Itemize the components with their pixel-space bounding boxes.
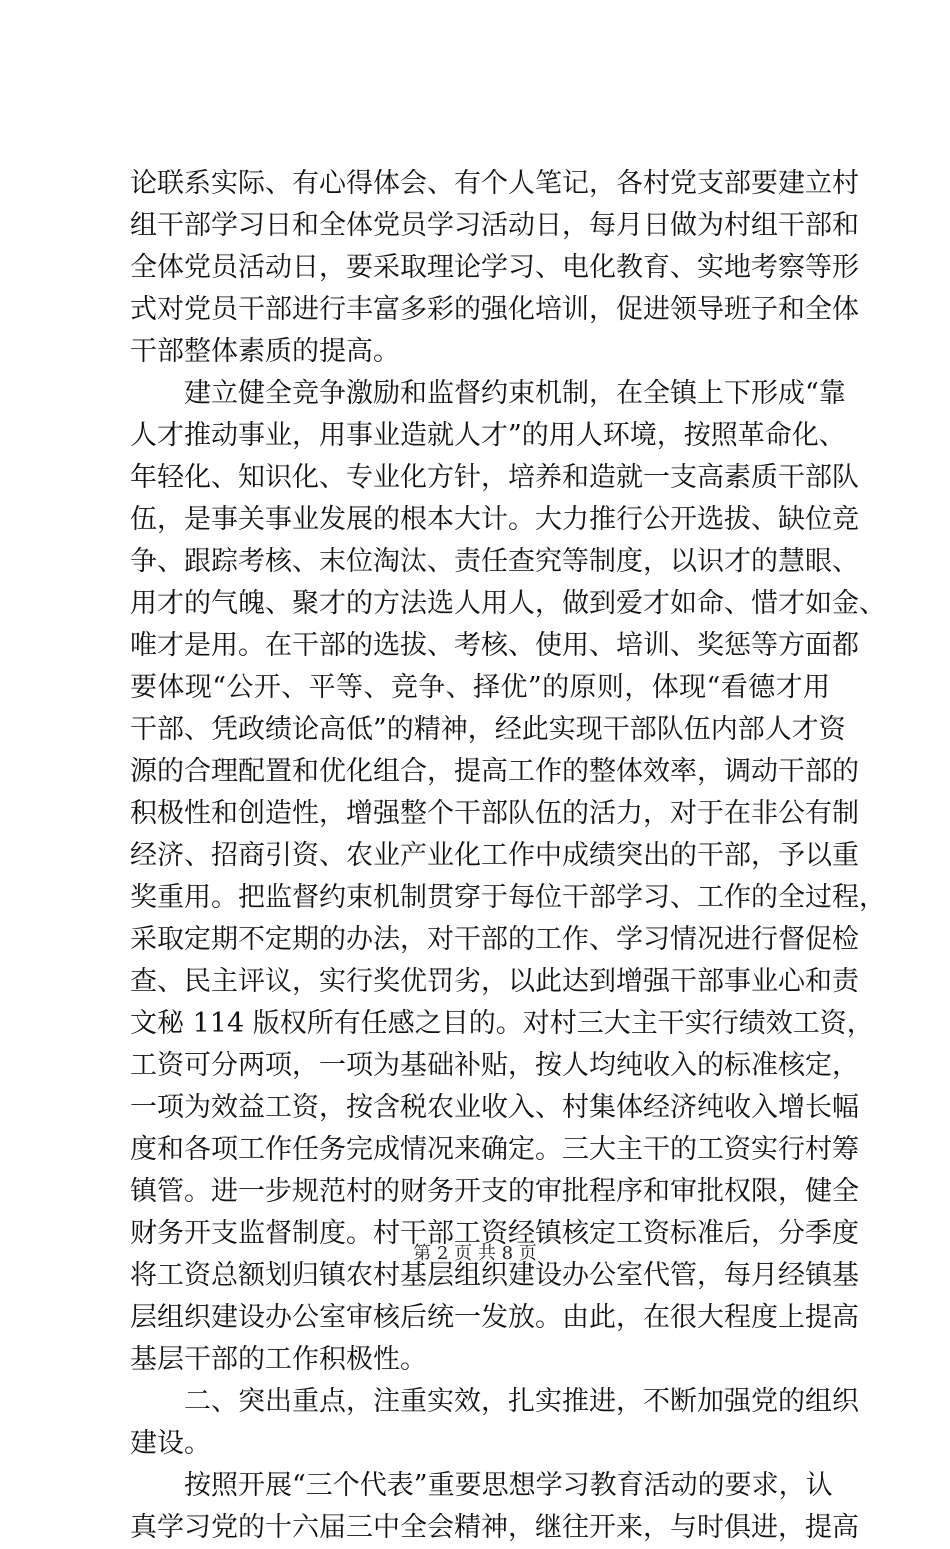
- text-line: 要体现“公开、平等、竞争、择优”的原则，体现“看德才用: [130, 672, 830, 703]
- text-line: 伍，是事关事业发展的根本大计。大力推行公开选拔、缺位竞: [130, 504, 859, 535]
- text-line: 唯才是用。在干部的选拔、考核、使用、培训、奖惩等方面都: [130, 630, 859, 661]
- text-line: 文秘 114 版权所有任感之目的。对村三大主干实行绩效工资，: [130, 1008, 874, 1039]
- page-indicator: 第 2 页 共 8 页: [413, 1243, 537, 1264]
- text-line: 将工资总额划归镇农村基层组织建设办公室代管，每月经镇基: [130, 1260, 859, 1291]
- text-line: 度和各项工作任务完成情况来确定。三大主干的工资实行村筹: [130, 1134, 859, 1165]
- document-body: [130, 163, 886, 1549]
- text-line: 奖重用。把监督约束机制贯穿于每位干部学习、工作的全过程，: [130, 882, 886, 913]
- text-line: 二、突出重点，注重实效，扎实推进，不断加强党的组织: [184, 1386, 859, 1417]
- text-line: 年轻化、知识化、专业化方针，培养和造就一支高素质干部队: [130, 462, 859, 493]
- text-line: 一项为效益工资，按含税农业收入、村集体经济纯收入增长幅: [130, 1092, 859, 1123]
- text-line: 式对党员干部进行丰富多彩的强化培训，促进领导班子和全体: [130, 294, 859, 325]
- text-line: 真学习党的十六届三中全会精神，继往开来，与时俱进，提高: [130, 1512, 859, 1543]
- text-line: 干部、凭政绩论高低”的精神，经此实现干部队伍内部人才资: [130, 714, 846, 745]
- text-line: 建设。: [130, 1428, 211, 1459]
- text-line: 基层干部的工作积极性。: [130, 1344, 427, 1375]
- text-line: 镇管。进一步规范村的财务开支的审批程序和审批权限，健全: [130, 1176, 859, 1207]
- text-line: 人才推动事业，用事业造就人才”的用人环境，按照革命化、: [130, 420, 846, 451]
- text-line: 用才的气魄、聚才的方法选人用人，做到爱才如命、惜才如金、: [130, 588, 886, 619]
- text-line: 查、民主评议，实行奖优罚劣，以此达到增强干部事业心和责: [130, 966, 859, 997]
- text-line: 层组织建设办公室审核后统一发放。由此，在很大程度上提高: [130, 1302, 859, 1333]
- text-line: 争、跟踪考核、末位淘汰、责任查究等制度，以识才的慧眼、: [130, 546, 859, 577]
- text-line: 按照开展“三个代表”重要思想学习教育活动的要求，认: [184, 1470, 833, 1501]
- text-line: 财务开支监督制度。村干部工资经镇核定工资标准后，分季度: [130, 1218, 859, 1249]
- text-line: 建立健全竞争激励和监督约束机制，在全镇上下形成“靠: [184, 378, 846, 409]
- text-line: 工资可分两项，一项为基础补贴，按人均纯收入的标准核定，: [130, 1050, 859, 1081]
- text-line: 论联系实际、有心得体会、有个人笔记，各村党支部要建立村: [130, 168, 859, 199]
- text-line: 积极性和创造性，增强整个干部队伍的活力，对于在非公有制: [130, 798, 859, 829]
- text-line: 源的合理配置和优化组合，提高工作的整体效率，调动干部的: [130, 756, 859, 787]
- text-line: 采取定期不定期的办法，对干部的工作、学习情况进行督促检: [130, 924, 859, 955]
- text-line: 经济、招商引资、农业产业化工作中成绩突出的干部，予以重: [130, 840, 859, 871]
- text-line: 组干部学习日和全体党员学习活动日，每月日做为村组干部和: [130, 210, 859, 241]
- text-line: 全体党员活动日，要采取理论学习、电化教育、实地考察等形: [130, 252, 859, 283]
- text-line: 干部整体素质的提高。: [130, 336, 400, 367]
